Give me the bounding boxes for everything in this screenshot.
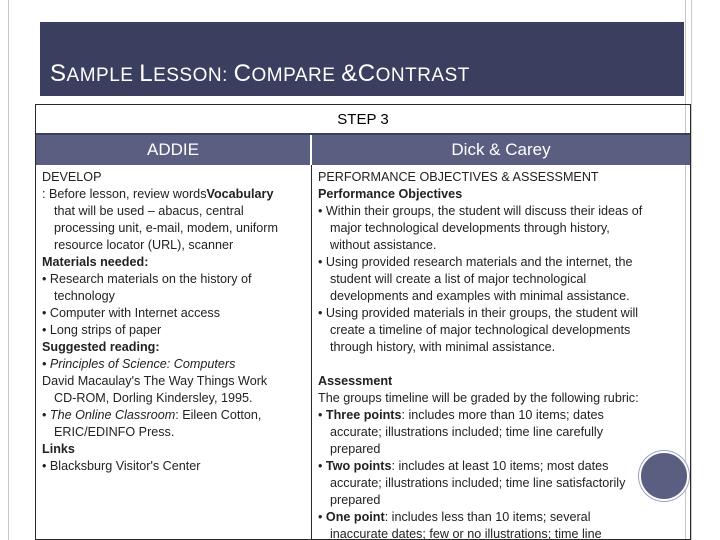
text-span: technology xyxy=(54,289,115,303)
text-line xyxy=(42,407,307,424)
text-span: The groups timeline will be graded by the following rubric: xyxy=(318,391,639,405)
text-line xyxy=(42,356,307,373)
text-span: that will be used – abacus, central xyxy=(54,204,244,218)
text-span: student will create a list of major technological xyxy=(330,272,587,286)
text-line xyxy=(318,339,686,356)
title-part: C xyxy=(233,60,252,87)
text-span: Links xyxy=(42,442,75,456)
text-line xyxy=(318,203,686,220)
text-line xyxy=(42,254,307,271)
text-span: • xyxy=(42,408,50,422)
text-line xyxy=(318,475,686,492)
text-span: Materials needed: xyxy=(42,255,149,269)
dick-carey-column xyxy=(312,165,690,540)
text-span: • xyxy=(318,459,326,473)
text-line xyxy=(42,458,307,475)
text-line xyxy=(318,492,686,509)
text-span: accurate; illustrations included; time line carefully xyxy=(330,425,603,439)
text-span: : Eileen Cotton, xyxy=(175,408,262,422)
text-span: David Macaulay's The Way Things Work xyxy=(42,374,268,388)
text-line xyxy=(42,322,307,339)
text-span: • Computer with Internet access xyxy=(42,306,220,320)
text-line xyxy=(42,339,307,356)
text-line xyxy=(42,424,307,441)
title-part: ESSON xyxy=(153,65,223,86)
text-line xyxy=(42,305,307,322)
slide-frame-right-line xyxy=(691,0,692,540)
slide-decoration-circle xyxy=(639,451,689,501)
text-span: • Using provided research materials and the internet, the xyxy=(318,255,633,269)
spacer xyxy=(318,356,686,373)
lesson-table xyxy=(35,104,691,540)
text-span: accurate; illustrations included; time line satisfactorily xyxy=(330,476,626,490)
text-span: One point xyxy=(325,510,385,524)
text-line xyxy=(318,373,686,390)
text-span: Suggested reading: xyxy=(42,340,160,354)
text-span: resource locator (URL), scanner xyxy=(54,238,234,252)
text-span: : Before lesson, review words xyxy=(42,187,207,201)
slide-title xyxy=(50,60,470,88)
text-line xyxy=(318,424,686,441)
text-line xyxy=(42,237,307,254)
addie-header: ADDIE xyxy=(36,135,312,165)
text-span: prepared xyxy=(330,442,381,456)
text-span: • xyxy=(318,408,326,422)
title-band xyxy=(40,22,684,96)
text-line xyxy=(42,220,307,237)
title-part: ONTRAST xyxy=(375,65,470,86)
text-line xyxy=(42,186,307,203)
text-line xyxy=(318,390,686,407)
title-part: L xyxy=(139,60,154,87)
title-part: & xyxy=(341,60,358,87)
text-line xyxy=(318,407,686,424)
title-part: : xyxy=(222,65,234,86)
text-span: Assessment xyxy=(318,374,393,388)
text-span: The Online Classroom xyxy=(49,408,176,422)
text-span: Vocabulary xyxy=(206,187,274,201)
text-line xyxy=(42,441,307,458)
title-part: C xyxy=(357,60,376,87)
text-span: processing unit, e-mail, modem, uniform xyxy=(54,221,278,235)
text-line xyxy=(42,203,307,220)
title-part: OMPARE xyxy=(251,65,342,86)
text-span: PERFORMANCE OBJECTIVES & ASSESSMENT xyxy=(318,170,599,184)
text-span: ERIC/EDINFO Press. xyxy=(54,425,175,439)
text-span: • Principles of Science: Computers xyxy=(42,357,236,371)
content-row xyxy=(36,165,690,540)
slide-frame-left-line xyxy=(8,0,9,540)
text-span: • Within their groups, the student will discuss their ideas of xyxy=(318,204,643,218)
text-line xyxy=(42,390,307,407)
text-line xyxy=(318,509,686,526)
text-span: create a timeline of major technological developments xyxy=(330,323,631,337)
text-span: DEVELOP xyxy=(42,170,102,184)
text-line xyxy=(318,288,686,305)
text-line xyxy=(318,271,686,288)
text-line xyxy=(42,169,307,186)
text-line xyxy=(318,186,686,203)
text-line xyxy=(318,254,686,271)
text-span: • Using provided materials in their groups, the student will xyxy=(318,306,639,320)
title-part: AMPLE xyxy=(66,65,140,86)
text-span: • xyxy=(318,510,326,524)
step-label: STEP 3 xyxy=(36,105,690,135)
text-span: • Long strips of paper xyxy=(42,323,162,337)
title-part: S xyxy=(50,60,67,87)
text-line xyxy=(42,271,307,288)
text-span: : includes at least 10 items; most dates xyxy=(391,459,609,473)
text-span: prepared xyxy=(330,493,381,507)
text-span: developments and examples with minimal assistance. xyxy=(330,289,630,303)
text-line xyxy=(318,169,686,186)
text-span: major technological developments through history, xyxy=(330,221,610,235)
text-span: through history, with minimal assistance. xyxy=(330,340,556,354)
text-line xyxy=(318,458,686,475)
text-span: CD-ROM, Dorling Kindersley, 1995. xyxy=(54,391,253,405)
text-span: without assistance. xyxy=(330,238,437,252)
text-span: • Research materials on the history of xyxy=(42,272,252,286)
text-span: : includes more than 10 items; dates xyxy=(401,408,604,422)
text-span: inaccurate dates; few or no illustrations; time line xyxy=(330,527,602,540)
text-line xyxy=(318,305,686,322)
text-line xyxy=(42,288,307,305)
column-header-row xyxy=(36,135,690,165)
text-line xyxy=(318,441,686,458)
text-line xyxy=(318,526,686,540)
text-span: • Blacksburg Visitor's Center xyxy=(42,459,201,473)
text-span: Performance Objectives xyxy=(318,187,463,201)
dick-carey-header: Dick & Carey xyxy=(312,135,690,165)
text-span: : includes less than 10 items; several xyxy=(384,510,591,524)
addie-column xyxy=(36,165,312,540)
text-span: Three points xyxy=(325,408,402,422)
text-span: Two points xyxy=(325,459,392,473)
text-line xyxy=(318,220,686,237)
text-line xyxy=(318,237,686,254)
text-line xyxy=(42,373,307,390)
text-line xyxy=(318,322,686,339)
